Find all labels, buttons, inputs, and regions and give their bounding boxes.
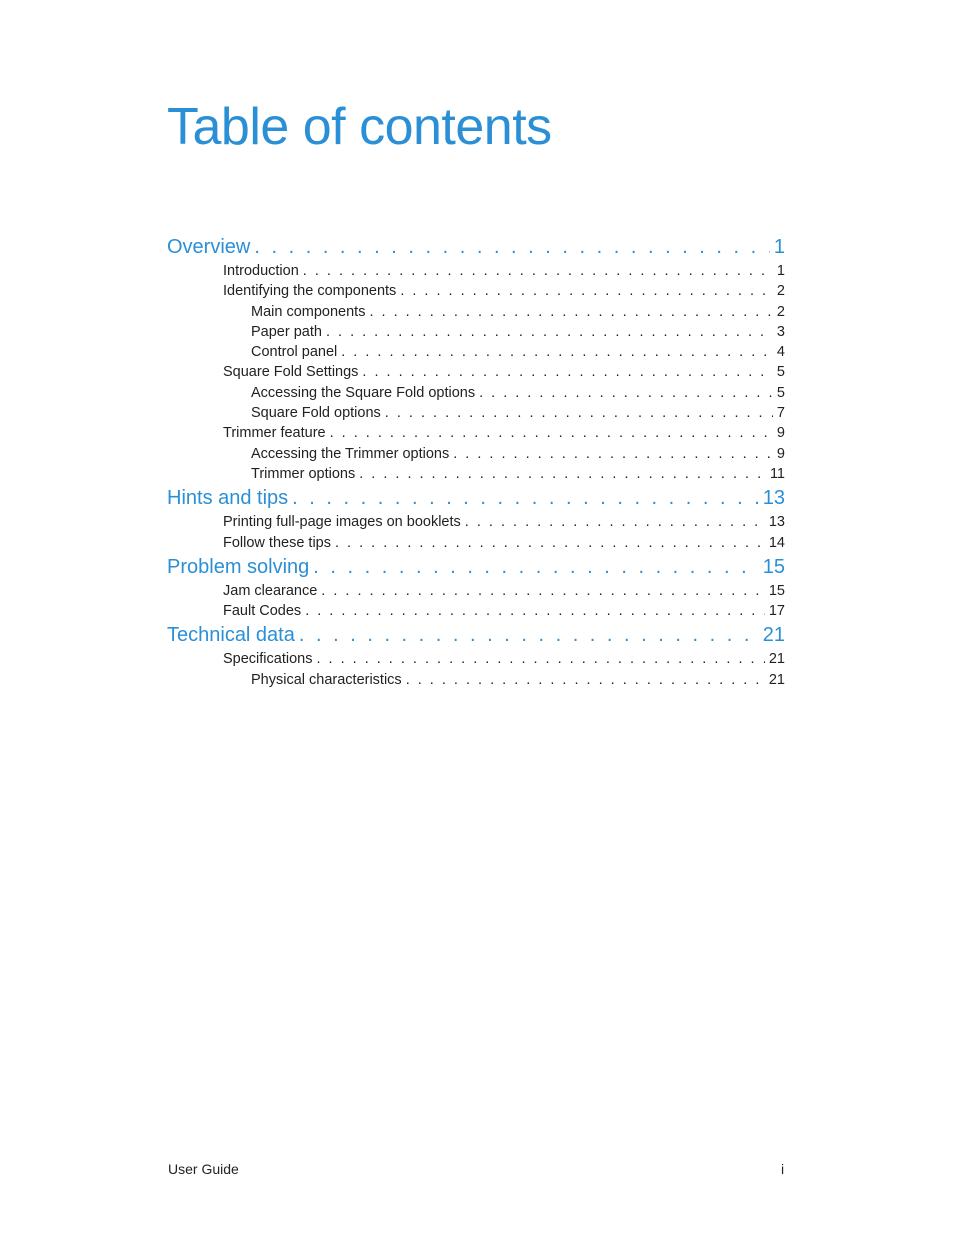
toc-entry-label: Physical characteristics <box>251 671 402 688</box>
toc-entry-label: Fault Codes <box>223 603 302 620</box>
toc-entry-label: Printing full-page images on booklets <box>223 514 461 531</box>
toc-entry-page-number: 5 <box>776 364 785 381</box>
toc-entry-page-number: 4 <box>776 344 785 361</box>
toc-dot-leader <box>326 322 773 342</box>
toc-dot-leader <box>406 670 765 690</box>
toc-subsection-entry[interactable] <box>167 302 785 322</box>
toc-dot-leader <box>254 234 770 261</box>
toc-subsection-entry[interactable] <box>167 322 785 342</box>
toc-entry-label: Accessing the Trimmer options <box>251 445 450 462</box>
toc-subsection-entry[interactable] <box>167 464 785 484</box>
toc-entry-label: Hints and tips <box>167 487 289 510</box>
toc-section-entry[interactable] <box>167 362 785 382</box>
toc-entry-label: Accessing the Square Fold options <box>251 384 476 401</box>
toc-dot-leader <box>305 601 765 621</box>
toc-entry-page-number: 2 <box>776 283 785 300</box>
toc-chapter-entry[interactable] <box>167 234 785 261</box>
toc-entry-page-number: 21 <box>762 624 785 647</box>
toc-dot-leader <box>453 444 773 464</box>
toc-section-entry[interactable] <box>167 581 785 601</box>
toc-dot-leader <box>369 302 772 322</box>
toc-chapter-entry[interactable] <box>167 554 785 581</box>
footer-document-name: User Guide <box>168 1161 239 1177</box>
toc-entry-page-number: 13 <box>768 514 785 531</box>
toc-entry-label: Trimmer options <box>251 465 356 482</box>
toc-dot-leader <box>362 362 773 382</box>
toc-dot-leader <box>465 512 765 532</box>
page-title: Table of contents <box>167 98 552 156</box>
toc-section-entry[interactable] <box>167 601 785 621</box>
toc-entry-page-number: 21 <box>768 671 785 688</box>
toc-entry-page-number: 11 <box>769 465 785 482</box>
toc-dot-leader <box>359 464 766 484</box>
toc-dot-leader <box>313 554 758 581</box>
toc-entry-label: Square Fold Settings <box>223 364 359 381</box>
toc-section-entry[interactable] <box>167 533 785 553</box>
toc-entry-label: Main components <box>251 303 366 320</box>
toc-entry-page-number: 1 <box>776 263 785 279</box>
toc-entry-label: Square Fold options <box>251 405 381 422</box>
toc-entry-page-number: 15 <box>762 555 785 578</box>
toc-entry-label: Specifications <box>223 651 313 668</box>
toc-entry-label: Introduction <box>223 263 299 279</box>
toc-entry-page-number: 9 <box>776 445 785 462</box>
toc-subsection-entry[interactable] <box>167 670 785 690</box>
toc-dot-leader <box>299 622 759 649</box>
toc-dot-leader <box>400 281 773 301</box>
toc-entry-label: Control panel <box>251 344 338 361</box>
toc-entry-label: Trimmer feature <box>223 425 326 442</box>
table-of-contents <box>167 234 785 690</box>
toc-dot-leader <box>303 261 773 281</box>
toc-dot-leader <box>341 342 773 362</box>
toc-entry-page-number: 5 <box>776 384 785 401</box>
toc-dot-leader <box>479 383 773 403</box>
toc-chapter-entry[interactable] <box>167 485 785 512</box>
toc-entry-page-number: 17 <box>768 603 785 620</box>
toc-section-entry[interactable] <box>167 512 785 532</box>
toc-entry-label: Paper path <box>251 323 322 340</box>
toc-entry-label: Overview <box>167 236 251 258</box>
toc-dot-leader <box>292 485 759 512</box>
toc-section-entry[interactable] <box>167 423 785 443</box>
toc-entry-label: Follow these tips <box>223 534 331 551</box>
toc-dot-leader <box>385 403 773 423</box>
toc-entry-page-number: 15 <box>768 582 785 599</box>
toc-dot-leader <box>316 649 764 669</box>
toc-entry-page-number: 3 <box>776 323 785 340</box>
toc-entry-label: Problem solving <box>167 555 310 578</box>
footer-page-number: i <box>781 1161 785 1177</box>
toc-section-entry[interactable] <box>167 649 785 669</box>
toc-entry-page-number: 7 <box>776 405 785 422</box>
toc-entry-page-number: 2 <box>776 303 785 320</box>
toc-entry-page-number: 1 <box>773 236 785 258</box>
toc-dot-leader <box>330 423 773 443</box>
toc-entry-page-number: 13 <box>762 487 785 510</box>
toc-subsection-entry[interactable] <box>167 383 785 403</box>
toc-entry-label: Technical data <box>167 624 295 647</box>
toc-entry-page-number: 9 <box>776 425 785 442</box>
toc-entry-page-number: 14 <box>768 534 785 551</box>
toc-subsection-entry[interactable] <box>167 403 785 423</box>
toc-subsection-entry[interactable] <box>167 342 785 362</box>
toc-entry-page-number: 21 <box>768 651 785 668</box>
toc-section-entry[interactable] <box>167 281 785 301</box>
toc-entry-label: Jam clearance <box>223 582 318 599</box>
toc-chapter-entry[interactable] <box>167 622 785 649</box>
toc-subsection-entry[interactable] <box>167 444 785 464</box>
toc-entry-label: Identifying the components <box>223 283 397 300</box>
toc-dot-leader <box>321 581 765 601</box>
toc-section-entry[interactable] <box>167 261 785 281</box>
toc-dot-leader <box>335 533 765 553</box>
